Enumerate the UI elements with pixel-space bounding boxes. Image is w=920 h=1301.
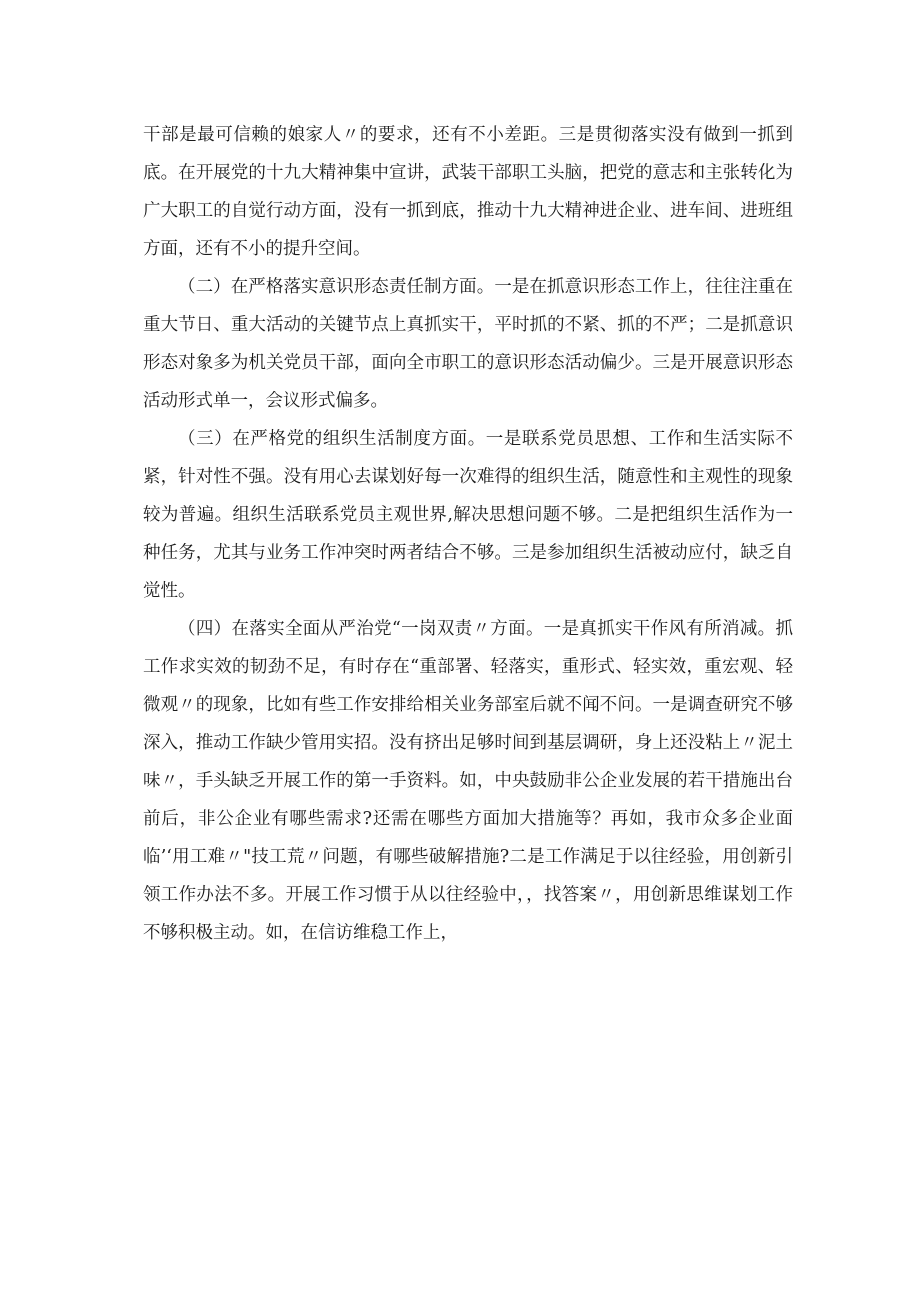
paragraph-section-2: （二）在严格落实意识形态责任制方面。一是在抓意识形态工作上，往往注重在重大节日、重大活动的关键节点上真抓实干，平时抓的不紧、抓的不严；二是抓意识形态对象多为机关党员干部，面向全市职工的意识形态活动偏少。三是开展意识形态活动形式单一，会议形式偏多。 [143, 277, 793, 411]
paragraph-section-4: （四）在落实全面从严治党“一岗双责〃方面。一是真抓实干作风有所消减。抓工作求实效的韧劲不足，有时存在“重部署、轻落实，重形式、轻实效，重宏观、轻微观〃的现象，比如有些工作安排给相关业务部室后就不闻不问。一是调查研究不够深入，推动工作缺少管用实招。没有挤出足够时间到基层调研，身上还没粘上〃泥土味〃，手头缺乏开展工作的第一手资料。如，中央鼓励非公企业发展的若干措施出台前后，非公企业有哪些需求?还需在哪些方面加大措施等？再如，我市众多企业面临’‘用工难〃"技工荒〃问题，有哪些破解措施?二是工作满足于以往经验，用创新引领工作办法不多。开展工作习惯于从以往经验中，，找答案〃，用创新思维谋划工作不够积极主动。如，在信访维稳工作上， [143, 619, 793, 943]
document-body [143, 116, 793, 952]
paragraph-continued: 干部是最可信赖的娘家人〃的要求，还有不小差距。三是贯彻落实没有做到一抓到底。在开展党的十九大精神集中宣讲，武装干部职工头脑，把党的意志和主张转化为广大职工的自觉行动方面，没有一抓到底，推动十九大精神进企业、进车间、进班组方面，还有不小的提升空间。 [143, 125, 793, 259]
paragraph-section-3: （三）在严格党的组织生活制度方面。一是联系党员思想、工作和生活实际不紧，针对性不强。没有用心去谋划好每一次难得的组织生活，随意性和主观性的现象较为普遍。组织生活联系党员主观世界,解决思想问题不够。二是把组织生活作为一种任务，尤其与业务工作冲突时两者结合不够。三是参加组织生活被动应付，缺乏自觉性。 [143, 429, 793, 601]
